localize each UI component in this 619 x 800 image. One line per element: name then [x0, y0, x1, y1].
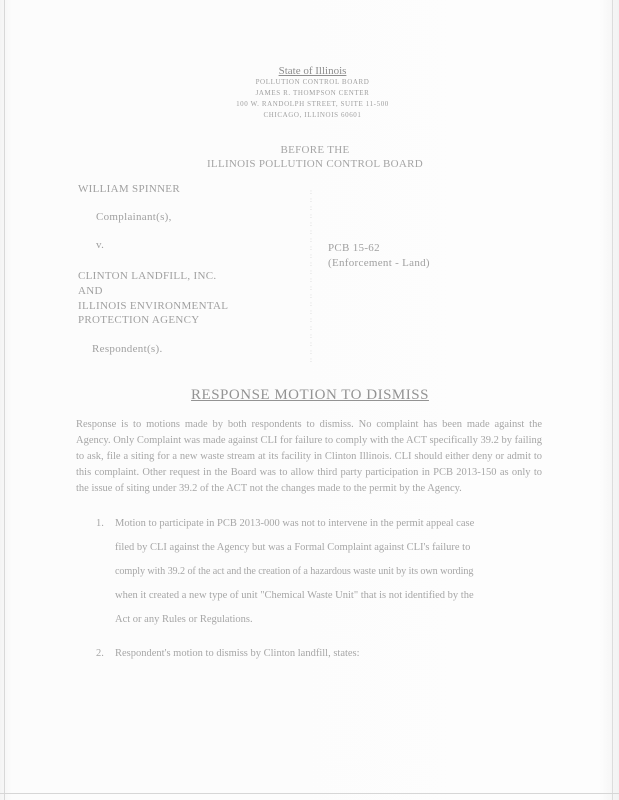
- letterhead-line-2: JAMES R. THOMPSON CENTER: [255, 89, 370, 97]
- respondent-line-3: ILLINOIS ENVIRONMENTAL: [78, 300, 229, 312]
- caption-divider: : : : : : : : : : : : : : : : : : : : : : :: [310, 188, 312, 364]
- list-item-1-line-1: Motion to participate in PCB 2013-000 was not to intervene in the permit appeal case: [115, 518, 475, 529]
- body-paragraph: Response is to motions made by both respondents to dismiss. No complaint has been made against the Agency. Only Complaint was made against CLI for failure to comply with the ACT specifically 39.2 by failing to ask, file a siting for a new waste stream at its facility in Clinton Illinois. CLI should either deny or admit to this complaint. Other request in the Board was to allow third party participation in PCB 2013-150 as only to the issue of siting under 39.2 of the ACT not the changes made to the permit by the Agency.: [76, 419, 542, 494]
- list-item-1: [115, 512, 545, 632]
- list-item-1-line-2: filed by CLI against the Agency but was a Formal Complaint against CLI's failure to: [115, 542, 471, 553]
- motion-title: RESPONSE MOTION TO DISMISS: [191, 387, 429, 403]
- letterhead-line-1: POLLUTION CONTROL BOARD: [255, 78, 370, 86]
- complainant-role: Complainant(s),: [96, 211, 172, 223]
- list-item-1-line-3: comply with 39.2 of the act and the creation of a hazardous waste unit by its own wording: [115, 566, 474, 577]
- list-item-2-line-1: Respondent's motion to dismiss by Clinton landfill, states:: [115, 648, 360, 659]
- page-edge-right: [612, 0, 613, 800]
- page-edge-bottom: [0, 793, 619, 794]
- list-item-1-line-5: Act or any Rules or Regulations.: [115, 614, 253, 625]
- respondent-line-1: CLINTON LANDFILL, INC.: [78, 270, 217, 282]
- letterhead-state: State of Illinois: [278, 65, 347, 77]
- respondent-line-4: PROTECTION AGENCY: [78, 314, 200, 326]
- page-edge-left: [4, 0, 5, 800]
- list-item-2: [115, 642, 545, 666]
- list-item-1-line-4: when it created a new type of unit "Chemical Waste Unit" that is not identified by the: [115, 590, 474, 601]
- letterhead-line-4: CHICAGO, ILLINOIS 60601: [263, 111, 362, 119]
- court-heading: [170, 143, 460, 171]
- case-number: PCB 15-62: [328, 242, 380, 254]
- court-heading-line-1: BEFORE THE: [280, 144, 350, 156]
- respondent-line-2: AND: [78, 285, 103, 297]
- list-item-2-number: 2.: [96, 648, 104, 659]
- letterhead-line-3: 100 W. RANDOLPH STREET, SUITE 11-500: [236, 100, 389, 108]
- list-item-1-number: 1.: [96, 518, 104, 529]
- case-type: (Enforcement - Land): [328, 257, 430, 269]
- letterhead: [200, 66, 425, 121]
- respondent-role: Respondent(s).: [92, 343, 163, 355]
- versus-label: v.: [96, 239, 105, 251]
- court-heading-line-2: ILLINOIS POLLUTION CONTROL BOARD: [206, 158, 424, 170]
- complainant-name: WILLIAM SPINNER: [78, 183, 180, 195]
